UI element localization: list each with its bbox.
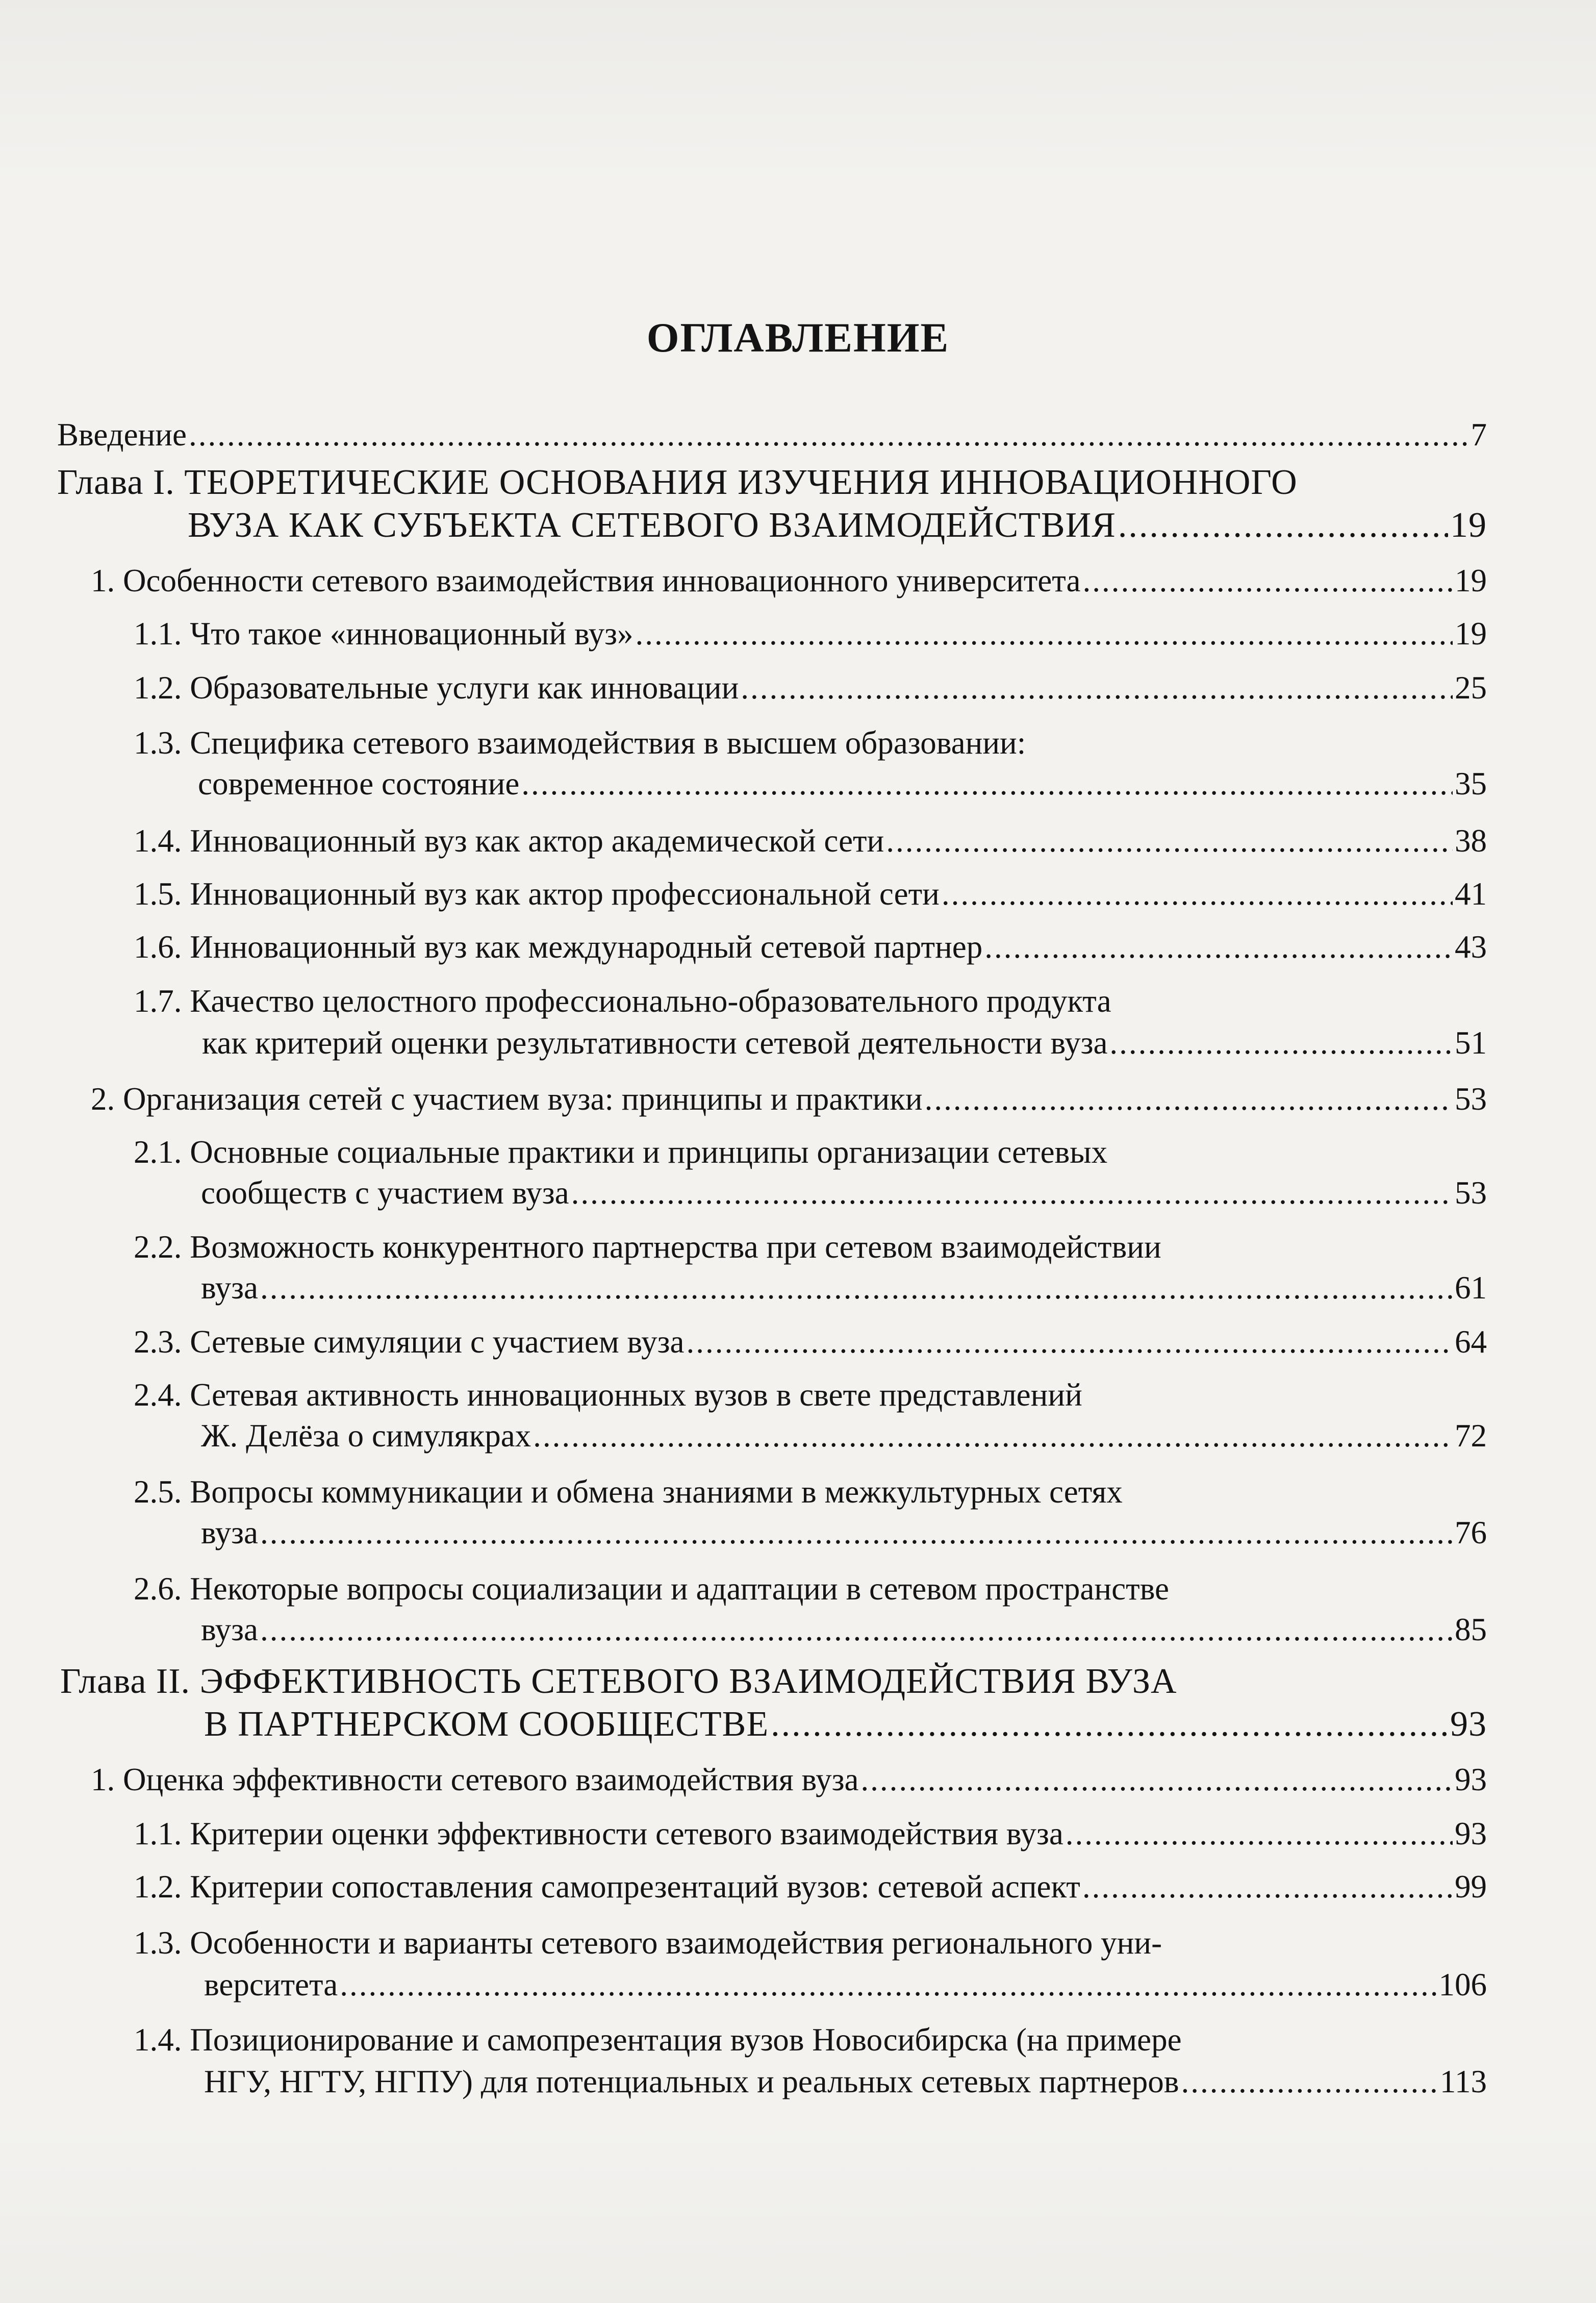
toc-entry-text: Введение: [57, 417, 187, 453]
page-number: 93: [1455, 1816, 1487, 1851]
toc-chapter-2-subsection-1-2[interactable]: [134, 1863, 1487, 1910]
page-number: 35: [1455, 766, 1487, 802]
page-number: 72: [1455, 1418, 1487, 1454]
toc-chapter-2-subsection-1-1[interactable]: [134, 1810, 1487, 1857]
toc-subsection-1-6[interactable]: [134, 923, 1487, 970]
toc-subsection-1-3[interactable]: [198, 760, 1487, 807]
toc-entry-text: 2.3. Сетевые симуляции с участием вуза: [134, 1324, 685, 1360]
toc-subsection-1-1[interactable]: [134, 610, 1487, 657]
dot-leader: [984, 923, 1453, 970]
page-number: 53: [1455, 1081, 1487, 1117]
toc-entry-text: вуза: [201, 1612, 258, 1647]
toc-subsection-2-1-line1[interactable]: 2.1. Основные социальные практики и принципы организации сетевых: [134, 1134, 1108, 1170]
toc-chapter-1-line1[interactable]: Глава I. ТЕОРЕТИЧЕСКИЕ ОСНОВАНИЯ ИЗУЧЕНИЯ ИННОВАЦИОННОГО: [57, 463, 1298, 502]
page-number: 7: [1471, 417, 1487, 453]
toc-chapter-2-subsection-1-4[interactable]: [204, 2058, 1487, 2105]
dot-leader: [741, 664, 1453, 711]
toc-entry-text: 1.2. Образовательные услуги как инновации: [134, 670, 739, 706]
toc-entry-text: 1.2. Критерии сопоставления самопрезентаций вузов: сетевой аспект: [134, 1869, 1080, 1905]
dot-leader: [1082, 1863, 1453, 1910]
toc-subsection-1-7-line1[interactable]: 1.7. Качество целостного профессионально-образовательного продукта: [134, 983, 1111, 1019]
toc-subsection-1-7[interactable]: [202, 1019, 1487, 1066]
dot-leader: [260, 1509, 1453, 1556]
dot-leader: [533, 1412, 1453, 1459]
toc-entry-text: верситета: [204, 1967, 338, 2002]
page-number: 19: [1450, 506, 1487, 545]
page-number: 41: [1455, 876, 1487, 912]
toc-entry-text: ВУЗА КАК СУБЪЕКТА СЕТЕВОГО ВЗАИМОДЕЙСТВИЯ: [188, 506, 1116, 545]
page-number: 53: [1455, 1175, 1487, 1211]
dot-leader: [260, 1264, 1453, 1311]
toc-chapter-2-subsection-1-3[interactable]: [204, 1961, 1487, 2008]
toc-subsection-2-4-line1[interactable]: 2.4. Сетевая активность инновационных вузов в свете представлений: [134, 1377, 1082, 1413]
toc-subsection-2-4[interactable]: [201, 1412, 1487, 1459]
page-number: 85: [1455, 1612, 1487, 1647]
page-number: 113: [1439, 2064, 1487, 2099]
toc-entry-introduction[interactable]: [57, 411, 1487, 458]
toc-subsection-1-4[interactable]: [134, 817, 1487, 864]
toc-entry-text: 1. Особенности сетевого взаимодействия инновационного университета: [91, 563, 1081, 598]
dot-leader: [260, 1606, 1453, 1653]
page-number: 64: [1455, 1324, 1487, 1360]
page-number: 25: [1455, 670, 1487, 706]
toc-subsection-2-2[interactable]: [201, 1264, 1487, 1311]
dot-leader: [521, 760, 1453, 807]
page-number: 76: [1455, 1515, 1487, 1550]
toc-entry-text: сообществ с участием вуза: [201, 1175, 569, 1211]
toc-subsection-2-2-line1[interactable]: 2.2. Возможность конкурентного партнерства при сетевом взаимодействии: [134, 1229, 1161, 1265]
toc-entry-text: вуза: [201, 1270, 258, 1306]
toc-entry-text: 1. Оценка эффективности сетевого взаимодействия вуза: [91, 1762, 859, 1797]
dot-leader: [571, 1169, 1453, 1216]
toc-chapter-1[interactable]: [188, 502, 1487, 549]
page-number: 93: [1455, 1762, 1487, 1797]
dot-leader: [942, 870, 1453, 917]
toc-subsection-2-5-line1[interactable]: 2.5. Вопросы коммуникации и обмена знаниями в межкультурных сетях: [134, 1474, 1123, 1510]
page-number: 43: [1455, 929, 1487, 965]
toc-subsection-2-3[interactable]: [134, 1318, 1487, 1365]
page-number: 38: [1455, 823, 1487, 859]
page-number: 93: [1450, 1705, 1487, 1744]
toc-subsection-1-3-line1[interactable]: 1.3. Специфика сетевого взаимодействия в высшем образовании:: [134, 725, 1026, 761]
toc-entry-text: 1.1. Критерии оценки эффективности сетевого взаимодействия вуза: [134, 1816, 1063, 1851]
toc-subsection-2-5[interactable]: [201, 1509, 1487, 1556]
page-number: 61: [1455, 1270, 1487, 1306]
toc-chapter-2-subsection-1-4-line1[interactable]: 1.4. Позиционирование и самопрезентация вузов Новосибирска (на примере: [134, 2022, 1182, 2058]
toc-subsection-2-1[interactable]: [201, 1169, 1487, 1216]
toc-chapter-2-section-1[interactable]: [91, 1756, 1487, 1803]
dot-leader: [1066, 1810, 1453, 1857]
toc-entry-text: 1.6. Инновационный вуз как международный сетевой партнер: [134, 929, 983, 965]
toc-entry-text: современное состояние: [198, 766, 520, 802]
toc-subsection-1-2[interactable]: [134, 664, 1487, 711]
toc-entry-text: 1.5. Инновационный вуз как актор профессиональной сети: [134, 876, 940, 912]
toc-entry-text: вуза: [201, 1515, 258, 1550]
toc-entry-text: 1.1. Что такое «инновационный вуз»: [134, 616, 634, 652]
page-title: ОГЛАВЛЕНИЕ: [646, 314, 950, 361]
toc-entry-text: как критерий оценки результативности сетевой деятельности вуза: [202, 1025, 1108, 1061]
dot-leader: [860, 1756, 1453, 1803]
toc-entry-text: 1.4. Инновационный вуз как актор академической сети: [134, 823, 884, 859]
toc-subsection-1-5[interactable]: [134, 870, 1487, 917]
toc-chapter-2-line1[interactable]: Глава II. ЭФФЕКТИВНОСТЬ СЕТЕВОГО ВЗАИМОДЕЙСТВИЯ ВУЗА: [60, 1662, 1177, 1701]
page-number: 51: [1455, 1025, 1487, 1061]
toc-subsection-2-6-line1[interactable]: 2.6. Некоторые вопросы социализации и адаптации в сетевом пространстве: [134, 1571, 1169, 1607]
toc-entry-text: Ж. Делёза о симулякрах: [201, 1418, 531, 1454]
dot-leader: [1118, 502, 1448, 549]
page-number: 106: [1438, 1967, 1487, 2002]
toc-chapter-2[interactable]: [204, 1701, 1487, 1748]
page-number: 99: [1455, 1869, 1487, 1905]
toc-entry-text: В ПАРТНЕРСКОМ СООБЩЕСТВЕ: [204, 1705, 769, 1744]
dot-leader: [886, 817, 1453, 864]
dot-leader: [635, 610, 1453, 657]
dot-leader: [1181, 2058, 1437, 2105]
dot-leader: [1109, 1019, 1453, 1066]
toc-entry-text: НГУ, НГТУ, НГПУ) для потенциальных и реальных сетевых партнеров: [204, 2064, 1179, 2099]
toc-entry-text: 2. Организация сетей с участием вуза: принципы и практики: [91, 1081, 923, 1117]
toc-chapter-2-subsection-1-3-line1[interactable]: 1.3. Особенности и варианты сетевого взаимодействия регионального уни-: [134, 1925, 1162, 1961]
page-number: 19: [1455, 563, 1487, 598]
toc-subsection-2-6[interactable]: [201, 1606, 1487, 1653]
page-number: 19: [1455, 616, 1487, 652]
dot-leader: [1083, 557, 1453, 604]
toc-section-1[interactable]: [91, 557, 1487, 604]
dot-leader: [340, 1961, 1436, 2008]
toc-section-2[interactable]: [91, 1075, 1487, 1122]
dot-leader: [771, 1701, 1448, 1748]
dot-leader: [189, 411, 1469, 458]
dot-leader: [925, 1075, 1453, 1122]
dot-leader: [686, 1318, 1453, 1365]
